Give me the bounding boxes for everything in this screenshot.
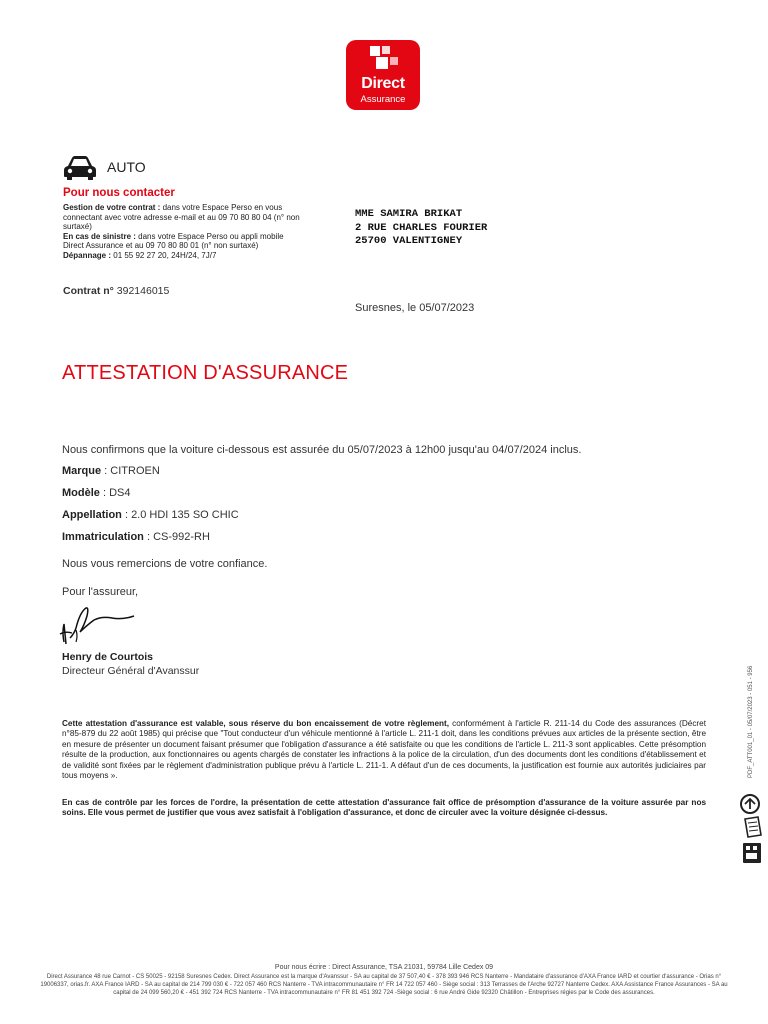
field-appellation: Appellation : 2.0 HDI 135 SO CHIC bbox=[62, 509, 239, 521]
signer-name: Henry de Courtois bbox=[62, 651, 154, 663]
document-title: ATTESTATION D'ASSURANCE bbox=[62, 362, 349, 384]
doc-ref-text: PDF_ATT001_01 - 05/07/2023 - 051 - 956 bbox=[748, 665, 754, 778]
field-modele: Modèle : DS4 bbox=[62, 487, 131, 499]
logo-square-2 bbox=[382, 46, 390, 54]
logo-square-3 bbox=[376, 57, 388, 69]
closing-text: Pour l'assureur, bbox=[62, 586, 139, 598]
footer bbox=[40, 963, 728, 997]
contract-number bbox=[63, 285, 169, 297]
depannage-text: 01 55 92 27 20, 24H/24, 7J/7 bbox=[111, 250, 217, 260]
car-icon bbox=[62, 155, 98, 181]
thanks-text: Nous vous remercions de votre confiance. bbox=[62, 558, 268, 570]
product-label: AUTO bbox=[107, 159, 146, 175]
legal-text: conformément à l'article R. 211-14 du Code des assurances (Décret n°85-879 du 22 août 1985) qui précise que "Tout conducteur d'un véhicule mentionné à l'article L. 211-1 doit, dans les conditions prévues aux articles de la présente section, être en mesure de présenter un document faisant présumer que l'obligation d'assurance a été satisfaite ou que les conditions de l'article L. 211-3 sont applicables. Cette présomption résulte de la production, aux fonctionnaires ou agents chargés de constater les infractions à la police de la circulation, d'un des documents dont les conditions d'établissement et de validité sont fixées par le règlement d'administration publique prévu à l'article L. 211-1. A défaut d'un de ces documents, la justification est fournie aux autorités judiciaires par tous moyens ». bbox=[62, 719, 706, 781]
contact-title: Pour nous contacter bbox=[63, 187, 175, 199]
logo-word-direct: Direct bbox=[361, 75, 405, 92]
contact-gestion bbox=[63, 203, 303, 232]
legal-bold-lead: Cette attestation d'assurance est valable, sous réserve du bon encaissement de votre règlement, bbox=[62, 719, 450, 728]
sinistre-label: En cas de sinistre : bbox=[63, 231, 136, 241]
appellation-label: Appellation bbox=[62, 509, 122, 521]
immat-label: Immatriculation bbox=[62, 531, 144, 543]
marque-value: CITROEN bbox=[110, 465, 160, 477]
gestion-label: Gestion de votre contrat : bbox=[63, 203, 161, 212]
contract-label: Contrat n° bbox=[63, 285, 114, 297]
marque-label: Marque bbox=[62, 465, 102, 477]
sinistre-text: dans votre Espace Perso ou appli mobile Direct Assurance et au 09 70 80 80 01 (n° non surtaxé) bbox=[63, 231, 284, 251]
depannage-label: Dépannage : bbox=[63, 250, 112, 260]
document-reference bbox=[748, 648, 757, 778]
coverage-statement: Nous confirmons que la voiture ci-dessous est assurée du 05/07/2023 à 12h00 jusqu'au 04/07/2024 inclus. bbox=[62, 444, 582, 456]
direct-assurance-logo bbox=[346, 40, 420, 110]
footer-write-to: Pour nous écrire : Direct Assurance, TSA 21031, 59784 Lille Cedex 09 bbox=[274, 964, 494, 971]
address-line-city: 25700 VALENTIGNEY bbox=[355, 235, 463, 247]
control-notice: En cas de contrôle par les forces de l'ordre, la présentation de cette attestation d'assurance fait office de présomption d'assurance de la voiture assurée par nos soins. Elle vous permet de justifier que vous avez satisfait à l'obligation d'assurance, et donc de circuler avec la voiture désignée ci-dessus. bbox=[62, 798, 706, 818]
modele-label: Modèle bbox=[62, 487, 100, 499]
contact-details bbox=[63, 203, 303, 261]
field-marque: Marque : CITROEN bbox=[62, 465, 160, 477]
logo-square-4 bbox=[390, 57, 398, 65]
footer-company-info: Direct Assurance 48 rue Carnot - CS 50025 - 92158 Suresnes Cedex. Direct Assurance est la marque d'Avanssur - SA au capital de 37 507,40 € - 378 393 946 RCS Nanterre - Mandataire d'assurance d'AXA France IARD et courtier d'assurance - Orias n° 19006337, orias.fr. AXA France IARD - SA au capital de 214 799 030 € - 722 057 460 RCS Nanterre - TVA intracommunautaire n° FR 14 722 057 460 - Siège social : 313 Terrasses de l'Arche 92727 Nanterre Cedex. AXA Assistance France Assurances - SA au capital de 24 099 560,20 € - 451 392 724 RCS Nanterre - TVA intracommunautaire n° FR 81 451 392 724 -Siège social : 6 rue André Gide 92320 Châtillon - Entreprises régies par le Code des assurances. bbox=[40, 974, 728, 996]
field-immatriculation: Immatriculation : CS-992-RH bbox=[62, 531, 210, 543]
logo-square-1 bbox=[370, 46, 380, 56]
contact-sinistre bbox=[63, 232, 303, 251]
modele-value: DS4 bbox=[109, 487, 131, 499]
address-line-name: MME SAMIRA BRIKAT bbox=[355, 208, 463, 220]
address-line-street: 2 RUE CHARLES FOURIER bbox=[355, 221, 488, 234]
contract-value: 392146015 bbox=[116, 285, 170, 297]
recipient-address bbox=[355, 208, 487, 249]
appellation-value: 2.0 HDI 135 SO CHIC bbox=[131, 509, 239, 521]
legal-notice bbox=[62, 719, 706, 781]
place-date: Suresnes, le 05/07/2023 bbox=[355, 302, 475, 314]
immat-value: CS-992-RH bbox=[153, 531, 210, 543]
signature-image bbox=[56, 604, 140, 648]
signer-role: Directeur Général d'Avanssur bbox=[62, 665, 200, 677]
gestion-text: dans votre Espace Perso en vous connectant avec votre adresse e-mail et au 09 70 80 80 04 (n° non surtaxé) bbox=[63, 203, 300, 232]
contact-depannage bbox=[63, 251, 303, 261]
recycling-icons bbox=[738, 793, 766, 867]
logo-word-assurance: Assurance bbox=[360, 94, 406, 105]
